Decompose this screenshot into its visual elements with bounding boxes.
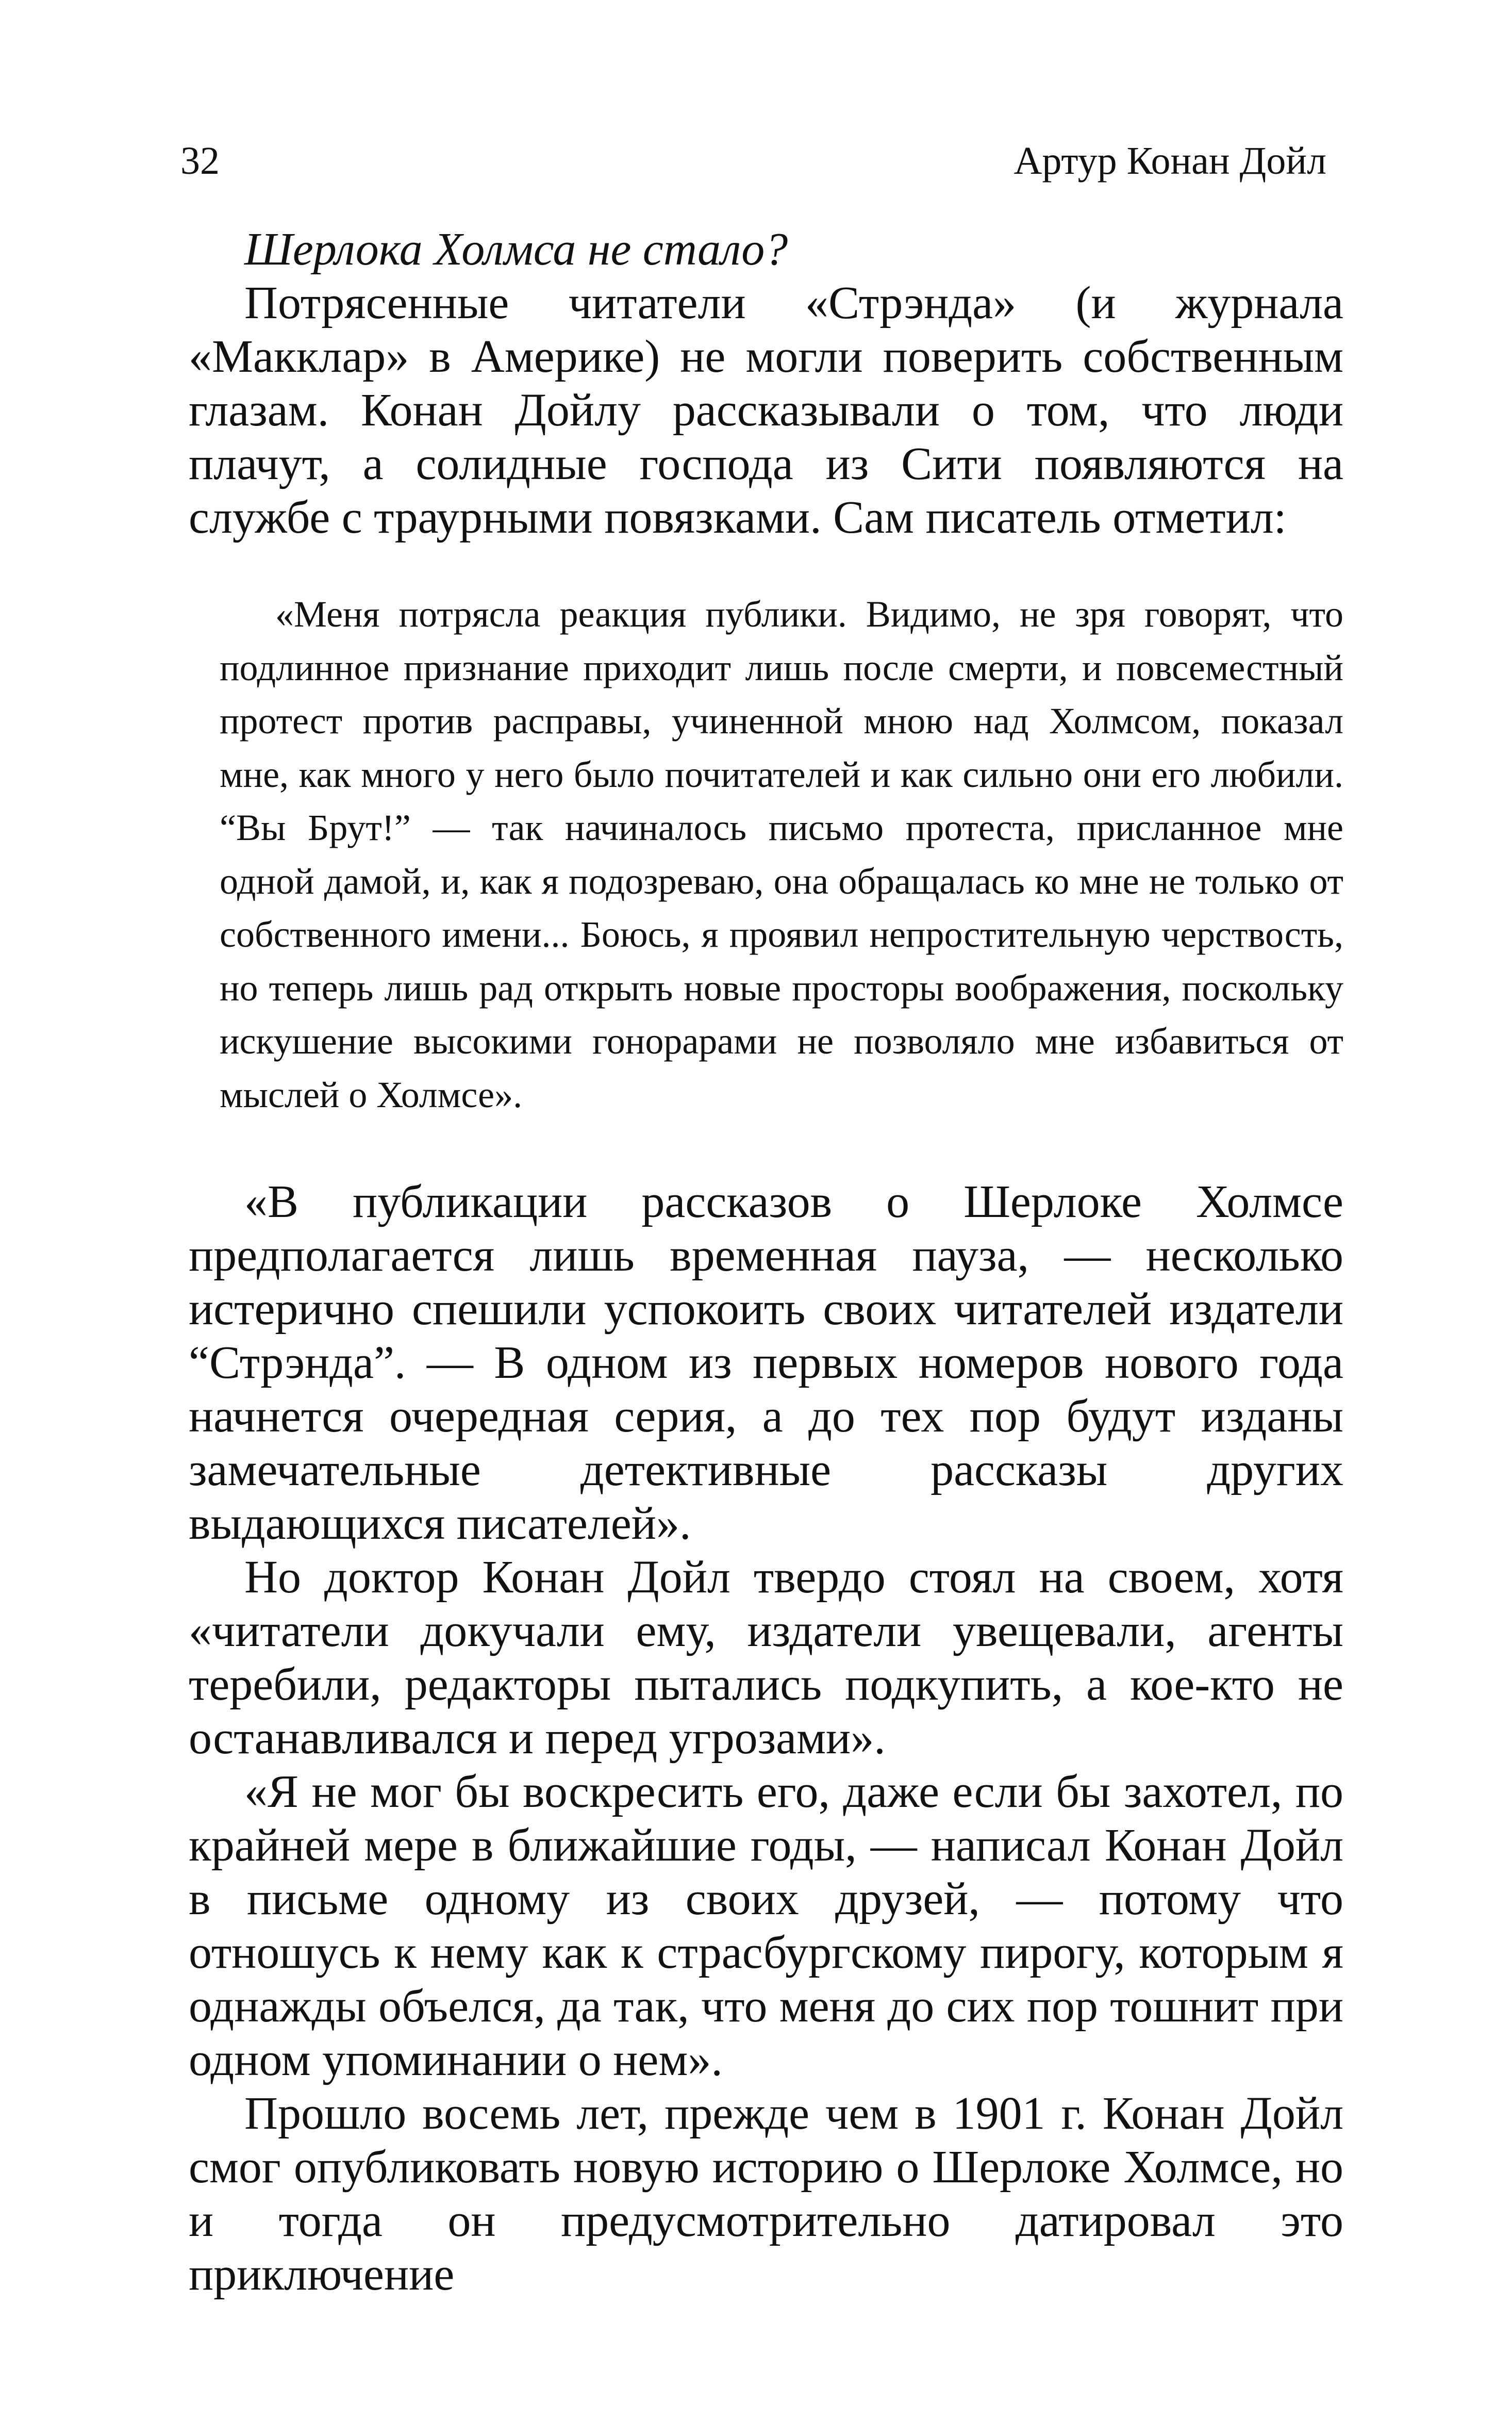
running-head: Артур Конан Дойл — [1013, 139, 1326, 183]
intro-line: Шерлока Холмса не стало? — [244, 224, 788, 275]
page-body — [189, 223, 1343, 2301]
paragraph-1: Потрясенные читатели «Стрэнда» (и журнала «Макклар» в Америке) не могли поверить собственным глазам. Конан Дойлу рассказывали о том, что люди плачут, а солидные господа из Сити появляются на службе с траурными повязками. Сам писатель отметил: — [189, 277, 1343, 543]
page-header — [180, 135, 1326, 187]
paragraph-3: Но доктор Конан Дойл твердо стоял на своем, хотя «читатели докучали ему, издатели увещевали, агенты теребили, редакторы пытались подкупить, а кое-кто не останавливался и перед угрозами». — [189, 1552, 1343, 1764]
paragraph-4: «Я не мог бы воскресить его, даже если бы захотел, по крайней мере в ближайшие годы, — написал Конан Дойл в письме одному из своих друзей, — потому что отношусь к нему как к страсбургскому пирогу, которым я однажды объелся, да так, что меня до сих пор тошнит при одном упоминании о нем». — [189, 1766, 1343, 2085]
paragraph-2: «В публикации рассказов о Шерлоке Холмсе предполагается лишь временная пауза, — несколько истерично спешили успокоить своих читателей издатели “Стрэнда”. — В одном из первых номеров нового года начнется очередная серия, а до тех пор будут изданы замечательные детективные рассказы других выдающихся писателей». — [189, 1176, 1343, 1549]
paragraph-5: Прошло восемь лет, прежде чем в 1901 г. Конан Дойл смог опубликовать новую историю о Шерлоке Холмсе, но и тогда он предусмотрительно датировал это приключение — [189, 2088, 1343, 2300]
block-quote: «Меня потрясла реакция публики. Видимо, не зря говорят, что подлинное признание приходит лишь после смерти, и повсеместный протест против расправы, учиненной мною над Холмсом, показал мне, как много у него было почитателей и как сильно они его любили. “Вы Брут!” — так начиналось письмо протеста, присланное мне одной дамой, и, как я подозреваю, она обращалась ко мне не только от собственного имени... Боюсь, я проявил непростительную черствость, но теперь лишь рад открыть новые просторы воображения, поскольку искушение высокими гонорарами не позволяло мне избавиться от мыслей о Холмсе». — [220, 594, 1343, 1115]
page-number: 32 — [180, 139, 220, 183]
